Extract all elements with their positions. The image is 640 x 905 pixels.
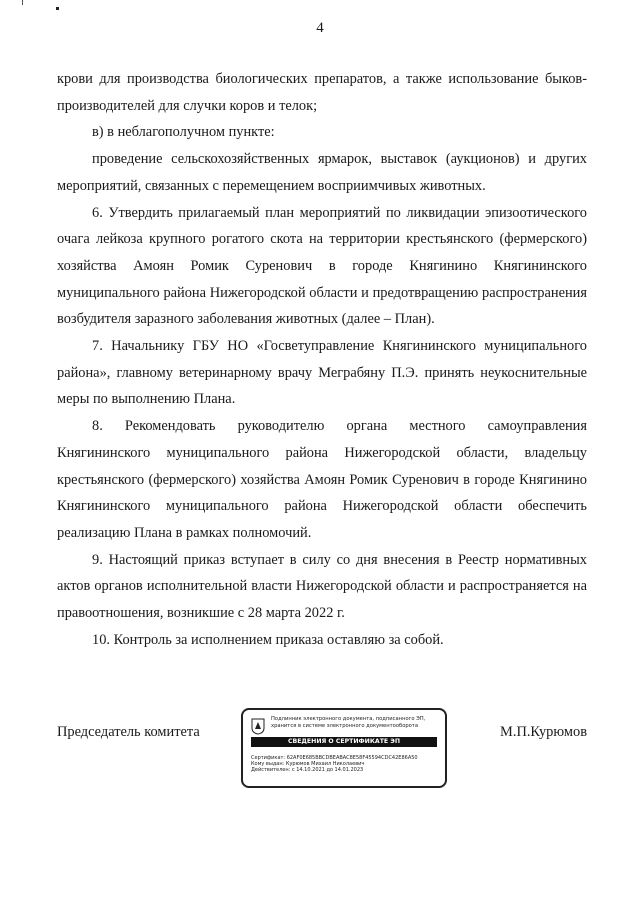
certificate-owner: Кому выдан: Курюмов Михаил Николаевич (251, 761, 365, 767)
paragraph: 7. Начальнику ГБУ НО «Госветуправление Княгининского муниципального района», главному ветеринарному врачу Меграбяну П.Э. принять неукоснительные меры по выполнению Плана. (57, 338, 587, 408)
scan-dot (56, 7, 59, 10)
paragraph: 8. Рекомендовать руководителю органа местного самоуправления Княгининского муниципального района Нижегородской области, владельцу крестьянского (фермерского) хозяйства Амоян Ромик Суренович в городе Княгинино Княгининского муниципального района Нижегородской области обеспечить реализацию Плана в рамках полномочий. (57, 418, 587, 541)
signature-block (57, 708, 587, 798)
document-body (57, 66, 587, 653)
stamp-header: СВЕДЕНИЯ О СЕРТИФИКАТЕ ЭП (251, 737, 437, 747)
signer-title: Председатель комитета (57, 724, 200, 740)
scan-mark (22, 0, 23, 5)
page-number: 4 (316, 20, 324, 36)
signer-name: М.П.Курюмов (500, 724, 587, 740)
paragraph: в) в неблагополучном пункте: (92, 124, 275, 141)
certificate-validity: Действителен: с 14.10.2021 до 14.01.2023 (251, 767, 364, 773)
stamp-details (251, 755, 441, 773)
paragraph: крови для производства биологических препаратов, а также использование быков-производителей для случки коров и телок; (57, 71, 587, 114)
certificate-number: Сертификат: 62AF0E685BBCDBEABAC8E58F45594CDC42E86A50 (251, 755, 418, 761)
stamp-note: Подлинник электронного документа, подписанного ЭП, хранится в системе электронного документооборота (271, 716, 426, 729)
paragraph: 10. Контроль за исполнением приказа оставляю за собой. (92, 631, 444, 648)
paragraph: 9. Настоящий приказ вступает в силу со дня внесения в Реестр нормативных актов органов исполнительной власти Нижегородской области и распространяется на правоотношения, возникшие с 28 марта 2022 г. (57, 551, 587, 622)
electronic-signature-stamp (241, 708, 447, 788)
paragraph: 6. Утвердить прилагаемый план мероприятий по ликвидации эпизоотического очага лейкоза крупного рогатого скота на территории крестьянского (фермерского) хозяйства Амоян Ромик Суренович в городе Княгинино Княгининского муниципального района Нижегородской области и предотвращению распространения возбудителя заразного заболевания животных (далее – План). (57, 204, 587, 328)
paragraph: проведение сельскохозяйственных ярмарок, выставок (аукционов) и других мероприятий, связанных с перемещением восприимчивых животных. (57, 151, 587, 194)
coat-of-arms-icon (251, 718, 265, 735)
